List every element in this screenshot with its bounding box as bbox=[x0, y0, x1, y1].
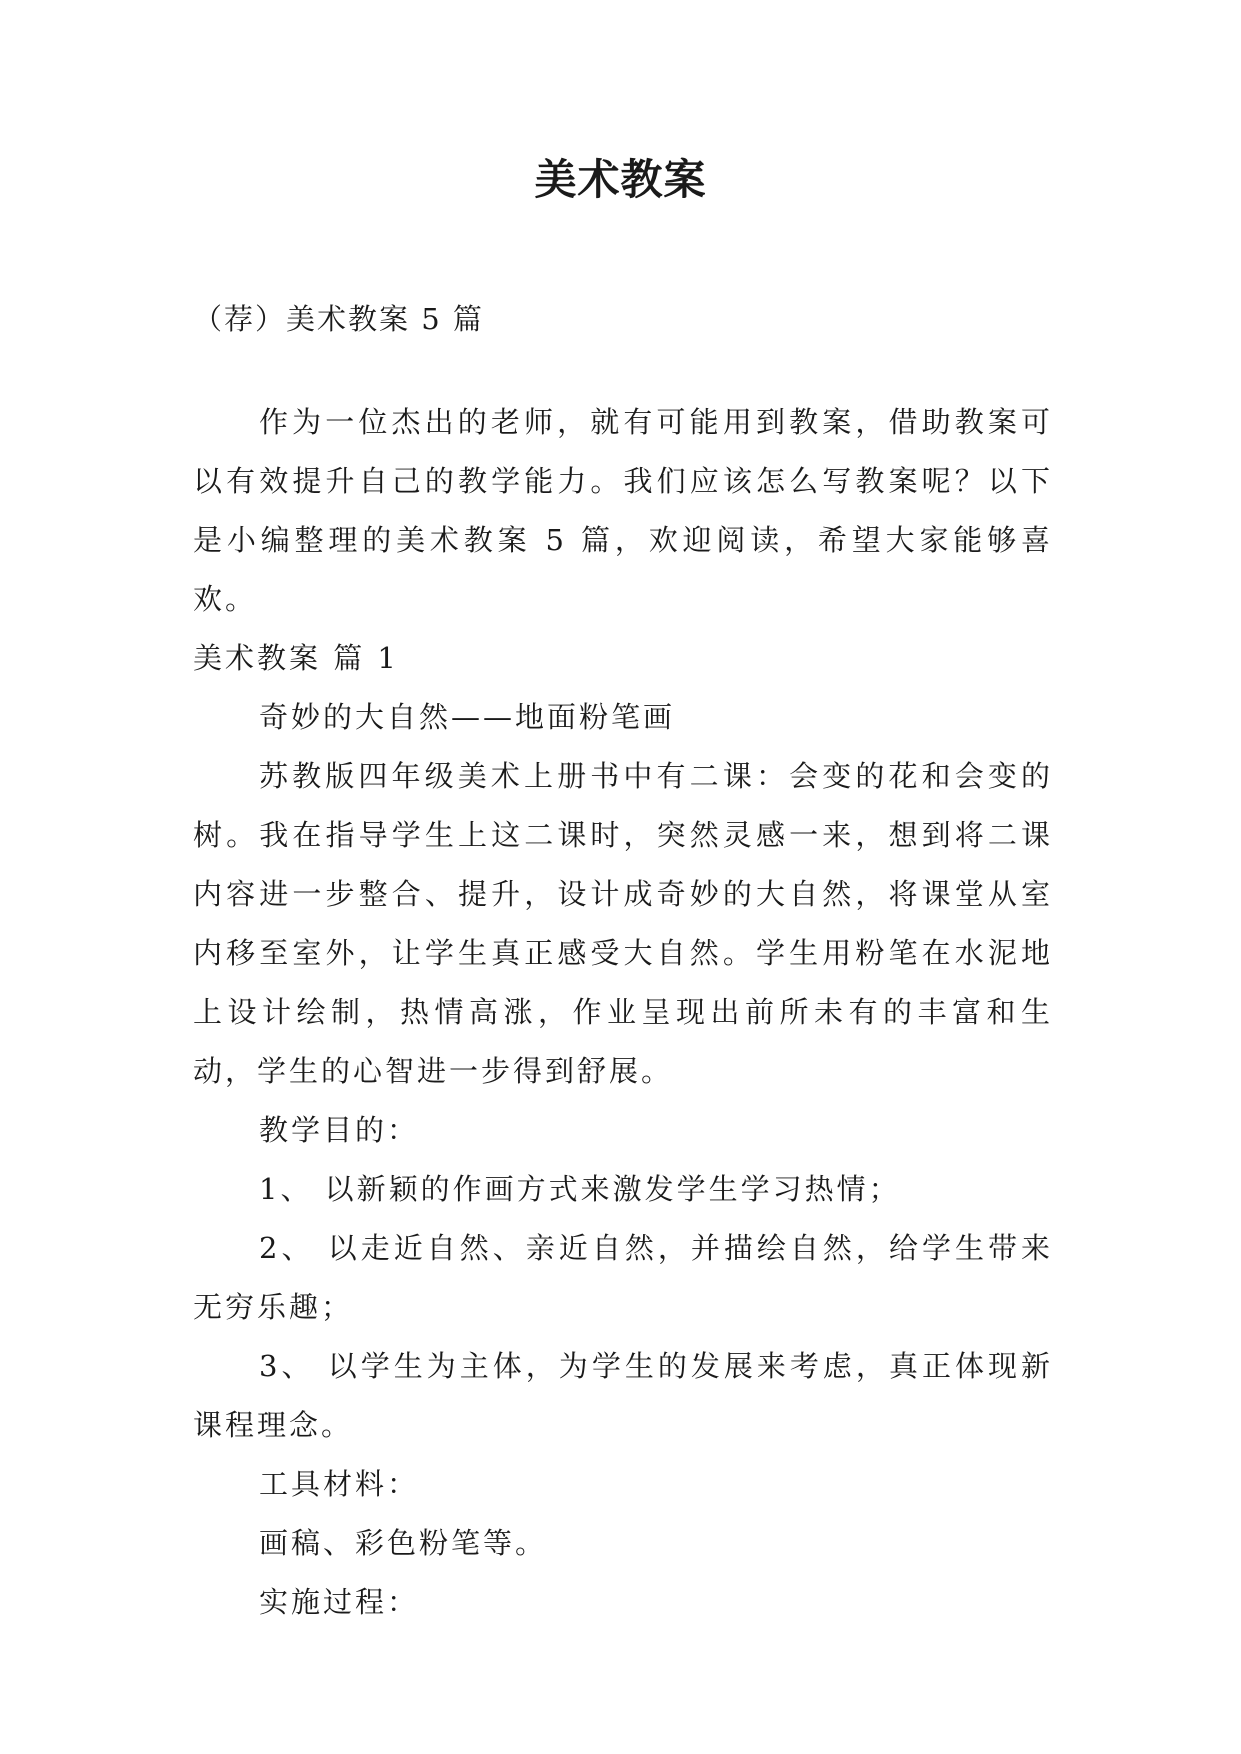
goals-label: 教学目的： bbox=[259, 1113, 420, 1147]
spacer bbox=[193, 349, 1053, 393]
goal-item: 3、 以学生为主体，为学生的发展来考虑，真正体现新课程理念。 bbox=[193, 1349, 1053, 1442]
process-label: 实施过程： bbox=[259, 1585, 420, 1619]
intro-paragraph: 作为一位杰出的老师，就有可能用到教案，借助教案可以有效提升自己的教学能力。我们应该怎么写教案呢？以下是小编整理的美术教案 5 篇，欢迎阅读，希望大家能够喜欢。 bbox=[193, 405, 1053, 616]
materials-label: 工具材料： bbox=[259, 1467, 420, 1501]
goal-item: 1、 以新颖的作画方式来激发学生学习热情； bbox=[259, 1172, 901, 1206]
section-heading: 美术教案 篇 1 bbox=[193, 641, 399, 675]
lesson-title: 奇妙的大自然——地面粉笔画 bbox=[259, 700, 676, 734]
page-title: 美术教案 bbox=[534, 155, 707, 204]
goal-item: 2、 以走近自然、亲近自然，并描绘自然，给学生带来无穷乐趣； bbox=[193, 1231, 1053, 1324]
lesson-intro-paragraph: 苏教版四年级美术上册书中有二课：会变的花和会变的树。我在指导学生上这二课时，突然灵感一来，想到将二课内容进一步整合、提升，设计成奇妙的大自然，将课堂从室内移至室外，让学生真正感受大自然。学生用粉笔在水泥地上设计绘制，热情高涨，作业呈现出前所未有的丰富和生动，学生的心智进一步得到舒展。 bbox=[193, 759, 1053, 1088]
document-subtitle: （荐）美术教案 5 篇 bbox=[193, 302, 484, 336]
document-body bbox=[193, 290, 1053, 1632]
materials-text: 画稿、彩色粉笔等。 bbox=[259, 1526, 548, 1560]
